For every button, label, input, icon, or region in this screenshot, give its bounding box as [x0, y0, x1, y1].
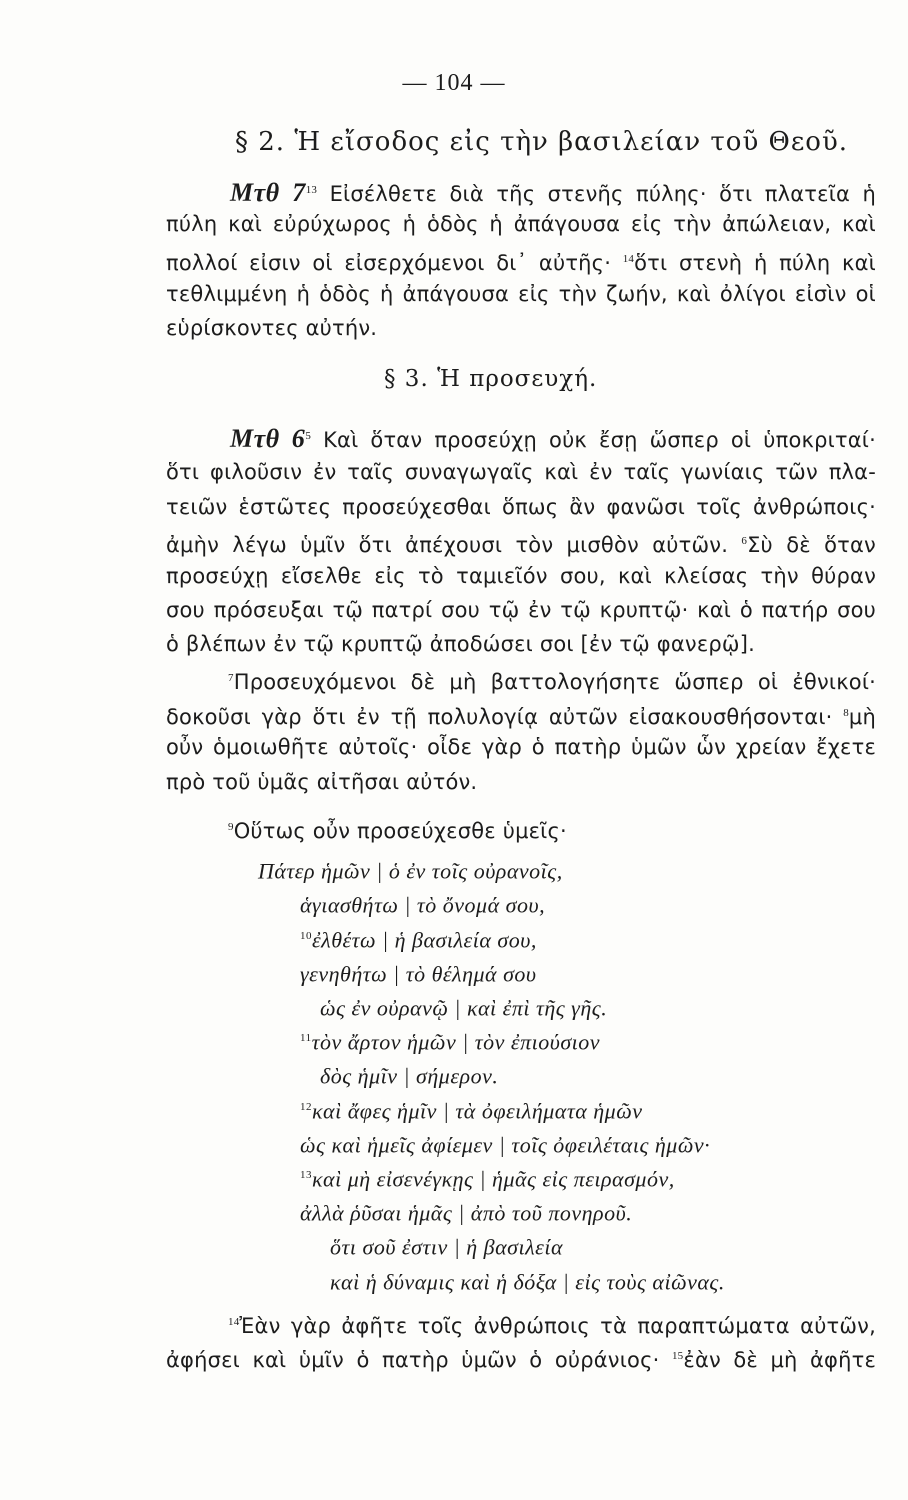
section-2-line-5: εὑρίσκοντες αὐτήν. — [166, 316, 378, 340]
prayer-line: Πάτερ ἡμῶν | ὁ ἐν τοῖς οὐρανοῖς, — [258, 858, 563, 884]
prayer-line: $^{13}$καὶ μὴ εἰσενέγκῃς | ἡμᾶς εἰς πειρασμόν, — [300, 1166, 675, 1192]
text-segment: Εἰσέλθετε διὰ τῆς στενῆς πύλης· ὅτι πλατεῖα ἡ — [329, 182, 877, 206]
prayer-line: ὡς ἐν οὐρανῷ | καὶ ἐπὶ τῆς γῆς. — [320, 995, 608, 1021]
prayer-line: $^{11}$τὸν ἄρτον ἡμῶν | τὸν ἐπιούσιον — [300, 1029, 601, 1055]
page-number: — 104 — — [402, 70, 506, 96]
verse-number: 15 — [671, 1350, 684, 1362]
text-segment: Οὕτως οὖν προσεύχεσθε ὑμεῖς· — [233, 819, 567, 843]
prayer-line: ἀλλὰ ῥῦσαι ἡμᾶς | ἀπὸ τοῦ πονηροῦ. — [300, 1200, 633, 1226]
text-segment: ἀφήσει καὶ ὑμῖν ὁ πατὴρ ὑμῶν ὁ οὐράνιος· — [166, 1348, 660, 1372]
text-segment: ἐὰν δὲ μὴ ἀφῆτε — [683, 1348, 876, 1372]
verse-number: 14 — [228, 1316, 240, 1328]
section-2-line-1 — [230, 176, 876, 208]
section-3-line-3: τειῶν ἑστῶτες προσεύχεσθαι ὅπως ἂν φανῶσι τοῖς ἀνθρώποις· — [166, 495, 876, 519]
prayer-line: δὸς ἡμῖν | σήμερον. — [320, 1063, 499, 1089]
text-segment: μὴ — [848, 705, 876, 729]
closing-line-2 — [166, 1342, 876, 1374]
verse-number: 13 — [305, 184, 318, 196]
section-3-line-4 — [166, 527, 876, 559]
verse-number: 14 — [622, 253, 635, 265]
verse-number: 9 — [228, 821, 234, 833]
prayer-line: $^{12}$καὶ ἄφες ἡμῖν | τὰ ὀφειλήματα ἡμῶν — [300, 1098, 643, 1124]
text-segment: δοκοῦσι γὰρ ὅτι ἐν τῇ πολυλογίᾳ αὐτῶν εἰσακουσθήσονται· — [166, 705, 833, 729]
section-3-line-6: σου πρόσευξαι τῷ πατρί σου τῷ ἐν τῷ κρυπτῷ· καὶ ὁ πατήρ σου — [166, 598, 876, 622]
section-3-line-7: ὁ βλέπων ἐν τῷ κρυπτῷ ἀποδώσει σοι [ἐν τῷ φανερῷ]. — [166, 632, 755, 656]
section-3-line-8 — [228, 664, 876, 696]
closing-line-1 — [228, 1308, 876, 1340]
section-3-line-10: οὖν ὁμοιωθῆτε αὐτοῖς· οἶδε γὰρ ὁ πατὴρ ὑμῶν ὧν χρείαν ἔχετε — [166, 735, 876, 759]
section-3-line-12 — [228, 813, 876, 845]
prayer-line: ὅτι σοῦ ἐστιν | ἡ βασιλεία — [330, 1234, 563, 1260]
text-segment: Καὶ ὅταν προσεύχῃ οὐκ ἔσῃ ὥσπερ οἱ ὑποκριταί· — [323, 428, 876, 452]
scripture-reference: Μτθ 6 — [230, 424, 306, 453]
verse-number: 6 — [741, 535, 748, 547]
verse-number: 5 — [305, 430, 312, 442]
scripture-reference: Μτθ 7 — [230, 178, 306, 207]
prayer-line: γενηθήτω | τὸ θέλημά σου — [300, 961, 537, 987]
section-3-line-9 — [166, 699, 876, 731]
verse-number: 7 — [228, 672, 234, 684]
section-2-line-3 — [166, 245, 876, 277]
section-2-line-4: τεθλιμμένη ἡ ὁδὸς ἡ ἀπάγουσα εἰς τὴν ζωήν, καὶ ὀλίγοι εἰσὶν οἱ — [166, 282, 876, 306]
text-segment: ἀμὴν λέγω ὑμῖν ὅτι ἀπέχουσι τὸν μισθὸν αὐτῶν. — [166, 533, 729, 557]
section-3-line-11: πρὸ τοῦ ὑμᾶς αἰτῆσαι αὐτόν. — [166, 770, 478, 794]
section-2-line-2: πύλη καὶ εὐρύχωρος ἡ ὁδὸς ἡ ἀπάγουσα εἰς τὴν ἀπώλειαν, καὶ — [166, 212, 876, 236]
section-2-heading: § 2. Ἡ εἴσοδος εἰς τὴν βασιλείαν τοῦ Θεοῦ. — [235, 127, 849, 157]
text-segment: ὅτι στενὴ ἡ πύλη καὶ — [634, 251, 876, 275]
prayer-line: καὶ ἡ δύναμις καὶ ἡ δόξα | εἰς τοὺς αἰῶνας. — [330, 1269, 725, 1295]
verse-number: 8 — [843, 707, 849, 719]
section-3-heading: § 3. Ἡ προσευχή. — [384, 366, 598, 392]
section-3-line-5: προσεύχῃ εἴσελθε εἰς τὸ ταμιεῖόν σου, καὶ κλείσας τὴν θύραν — [166, 564, 876, 588]
text-segment: Σὺ δὲ ὅταν — [747, 533, 876, 557]
prayer-line: ὡς καὶ ἡμεῖς ἀφίεμεν | τοῖς ὀφειλέταις ἡμῶν· — [300, 1132, 711, 1158]
prayer-line: $^{10}$ἐλθέτω | ἡ βασιλεία σου, — [300, 927, 537, 953]
text-segment: Ἐὰν γὰρ ἀφῆτε τοῖς ἀνθρώποις τὰ παραπτώματα αὐτῶν, — [239, 1314, 876, 1338]
section-3-line-2: ὅτι φιλοῦσιν ἐν ταῖς συναγωγαῖς καὶ ἐν ταῖς γωνίαις τῶν πλα- — [166, 460, 876, 484]
text-segment: πολλοί εἰσιν οἱ εἰσερχόμενοι δι᾽ αὐτῆς· — [166, 251, 612, 275]
prayer-line: ἁγιασθήτω | τὸ ὄνομά σου, — [300, 892, 546, 918]
section-3-line-1 — [230, 422, 876, 454]
text-segment: Προσευχόμενοι δὲ μὴ βαττολογήσητε ὥσπερ οἱ ἐθνικοί· — [233, 670, 876, 694]
